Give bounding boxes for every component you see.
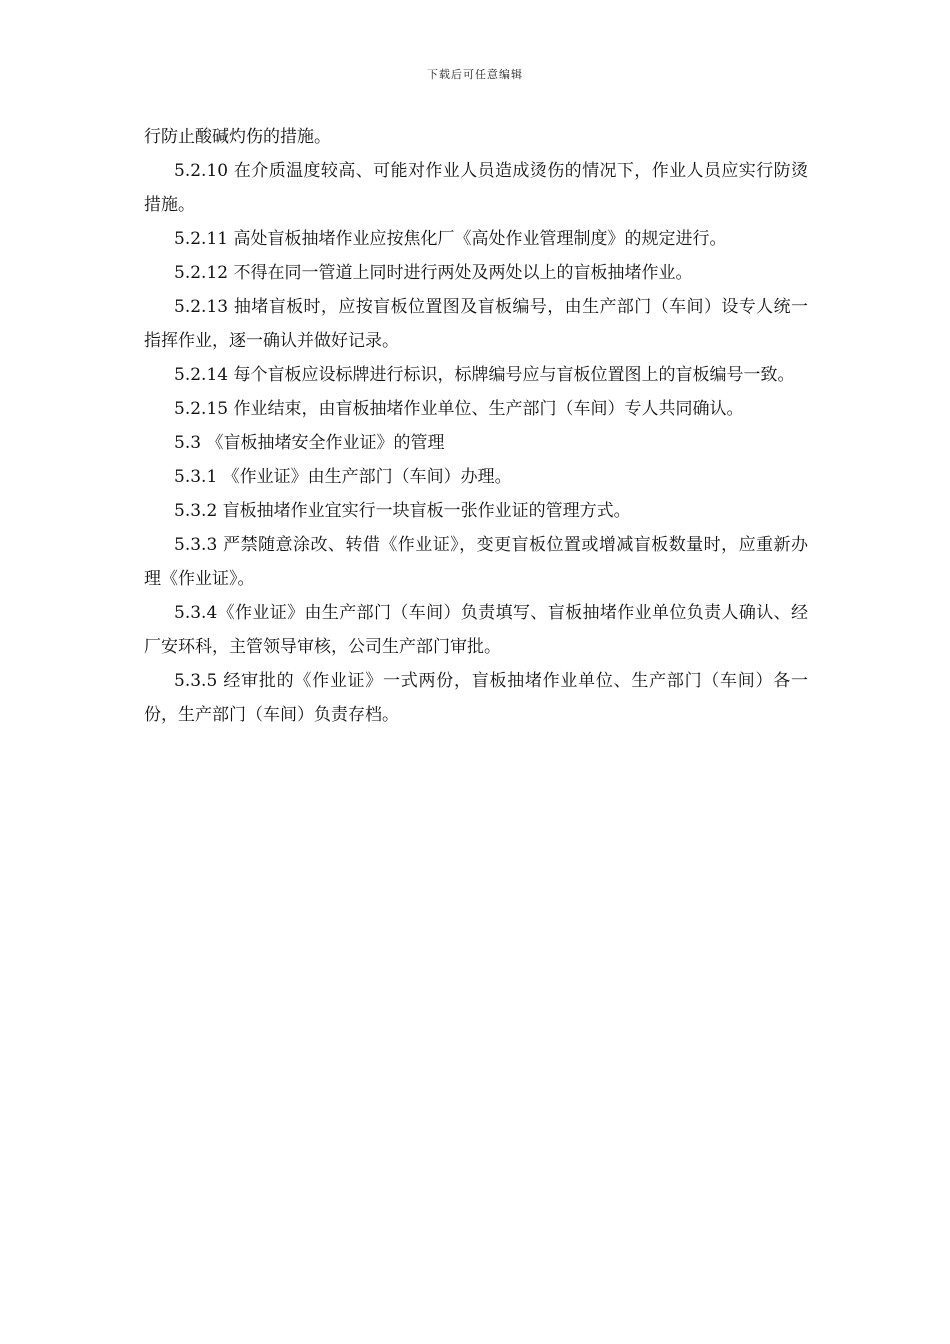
paragraph-continuation: 行防止酸碱灼伤的措施。 (144, 127, 331, 147)
page-header: 下载后可任意编辑 (427, 68, 523, 81)
paragraph-5-2-11: 5.2.11 高处盲板抽堵作业应按焦化厂《高处作业管理制度》的规定进行。 (174, 229, 727, 249)
paragraph-5-2-13: 5.2.13 抽堵盲板时，应按盲板位置图及盲板编号，由生产部门（车间）设专人统一指挥作业，逐一确认并做好记录。 (144, 297, 808, 351)
paragraph-5-3-4: 5.3.4《作业证》由生产部门（车间）负责填写、盲板抽堵作业单位负责人确认、经厂安环科，主管领导审核，公司生产部门审批。 (144, 603, 808, 657)
paragraph-5-2-14: 5.2.14 每个盲板应设标牌进行标识，标牌编号应与盲板位置图上的盲板编号一致。 (174, 365, 795, 385)
document-body (144, 120, 808, 732)
paragraph-5-3-3: 5.3.3 严禁随意涂改、转借《作业证》，变更盲板位置或增减盲板数量时，应重新办理《作业证》。 (144, 535, 808, 589)
section-heading-5-3: 5.3 《盲板抽堵安全作业证》的管理 (174, 433, 445, 453)
paragraph-5-3-5: 5.3.5 经审批的《作业证》一式两份，盲板抽堵作业单位、生产部门（车间）各一份，生产部门（车间）负责存档。 (144, 671, 808, 725)
paragraph-5-3-1: 5.3.1 《作业证》由生产部门（车间）办理。 (174, 467, 512, 487)
paragraph-5-2-12: 5.2.12 不得在同一管道上同时进行两处及两处以上的盲板抽堵作业。 (174, 263, 693, 283)
paragraph-5-3-2: 5.3.2 盲板抽堵作业宜实行一块盲板一张作业证的管理方式。 (174, 501, 631, 521)
paragraph-5-2-10: 5.2.10 在介质温度较高、可能对作业人员造成烫伤的情况下，作业人员应实行防烫措施。 (144, 161, 808, 215)
paragraph-5-2-15: 5.2.15 作业结束，由盲板抽堵作业单位、生产部门（车间）专人共同确认。 (174, 399, 744, 419)
